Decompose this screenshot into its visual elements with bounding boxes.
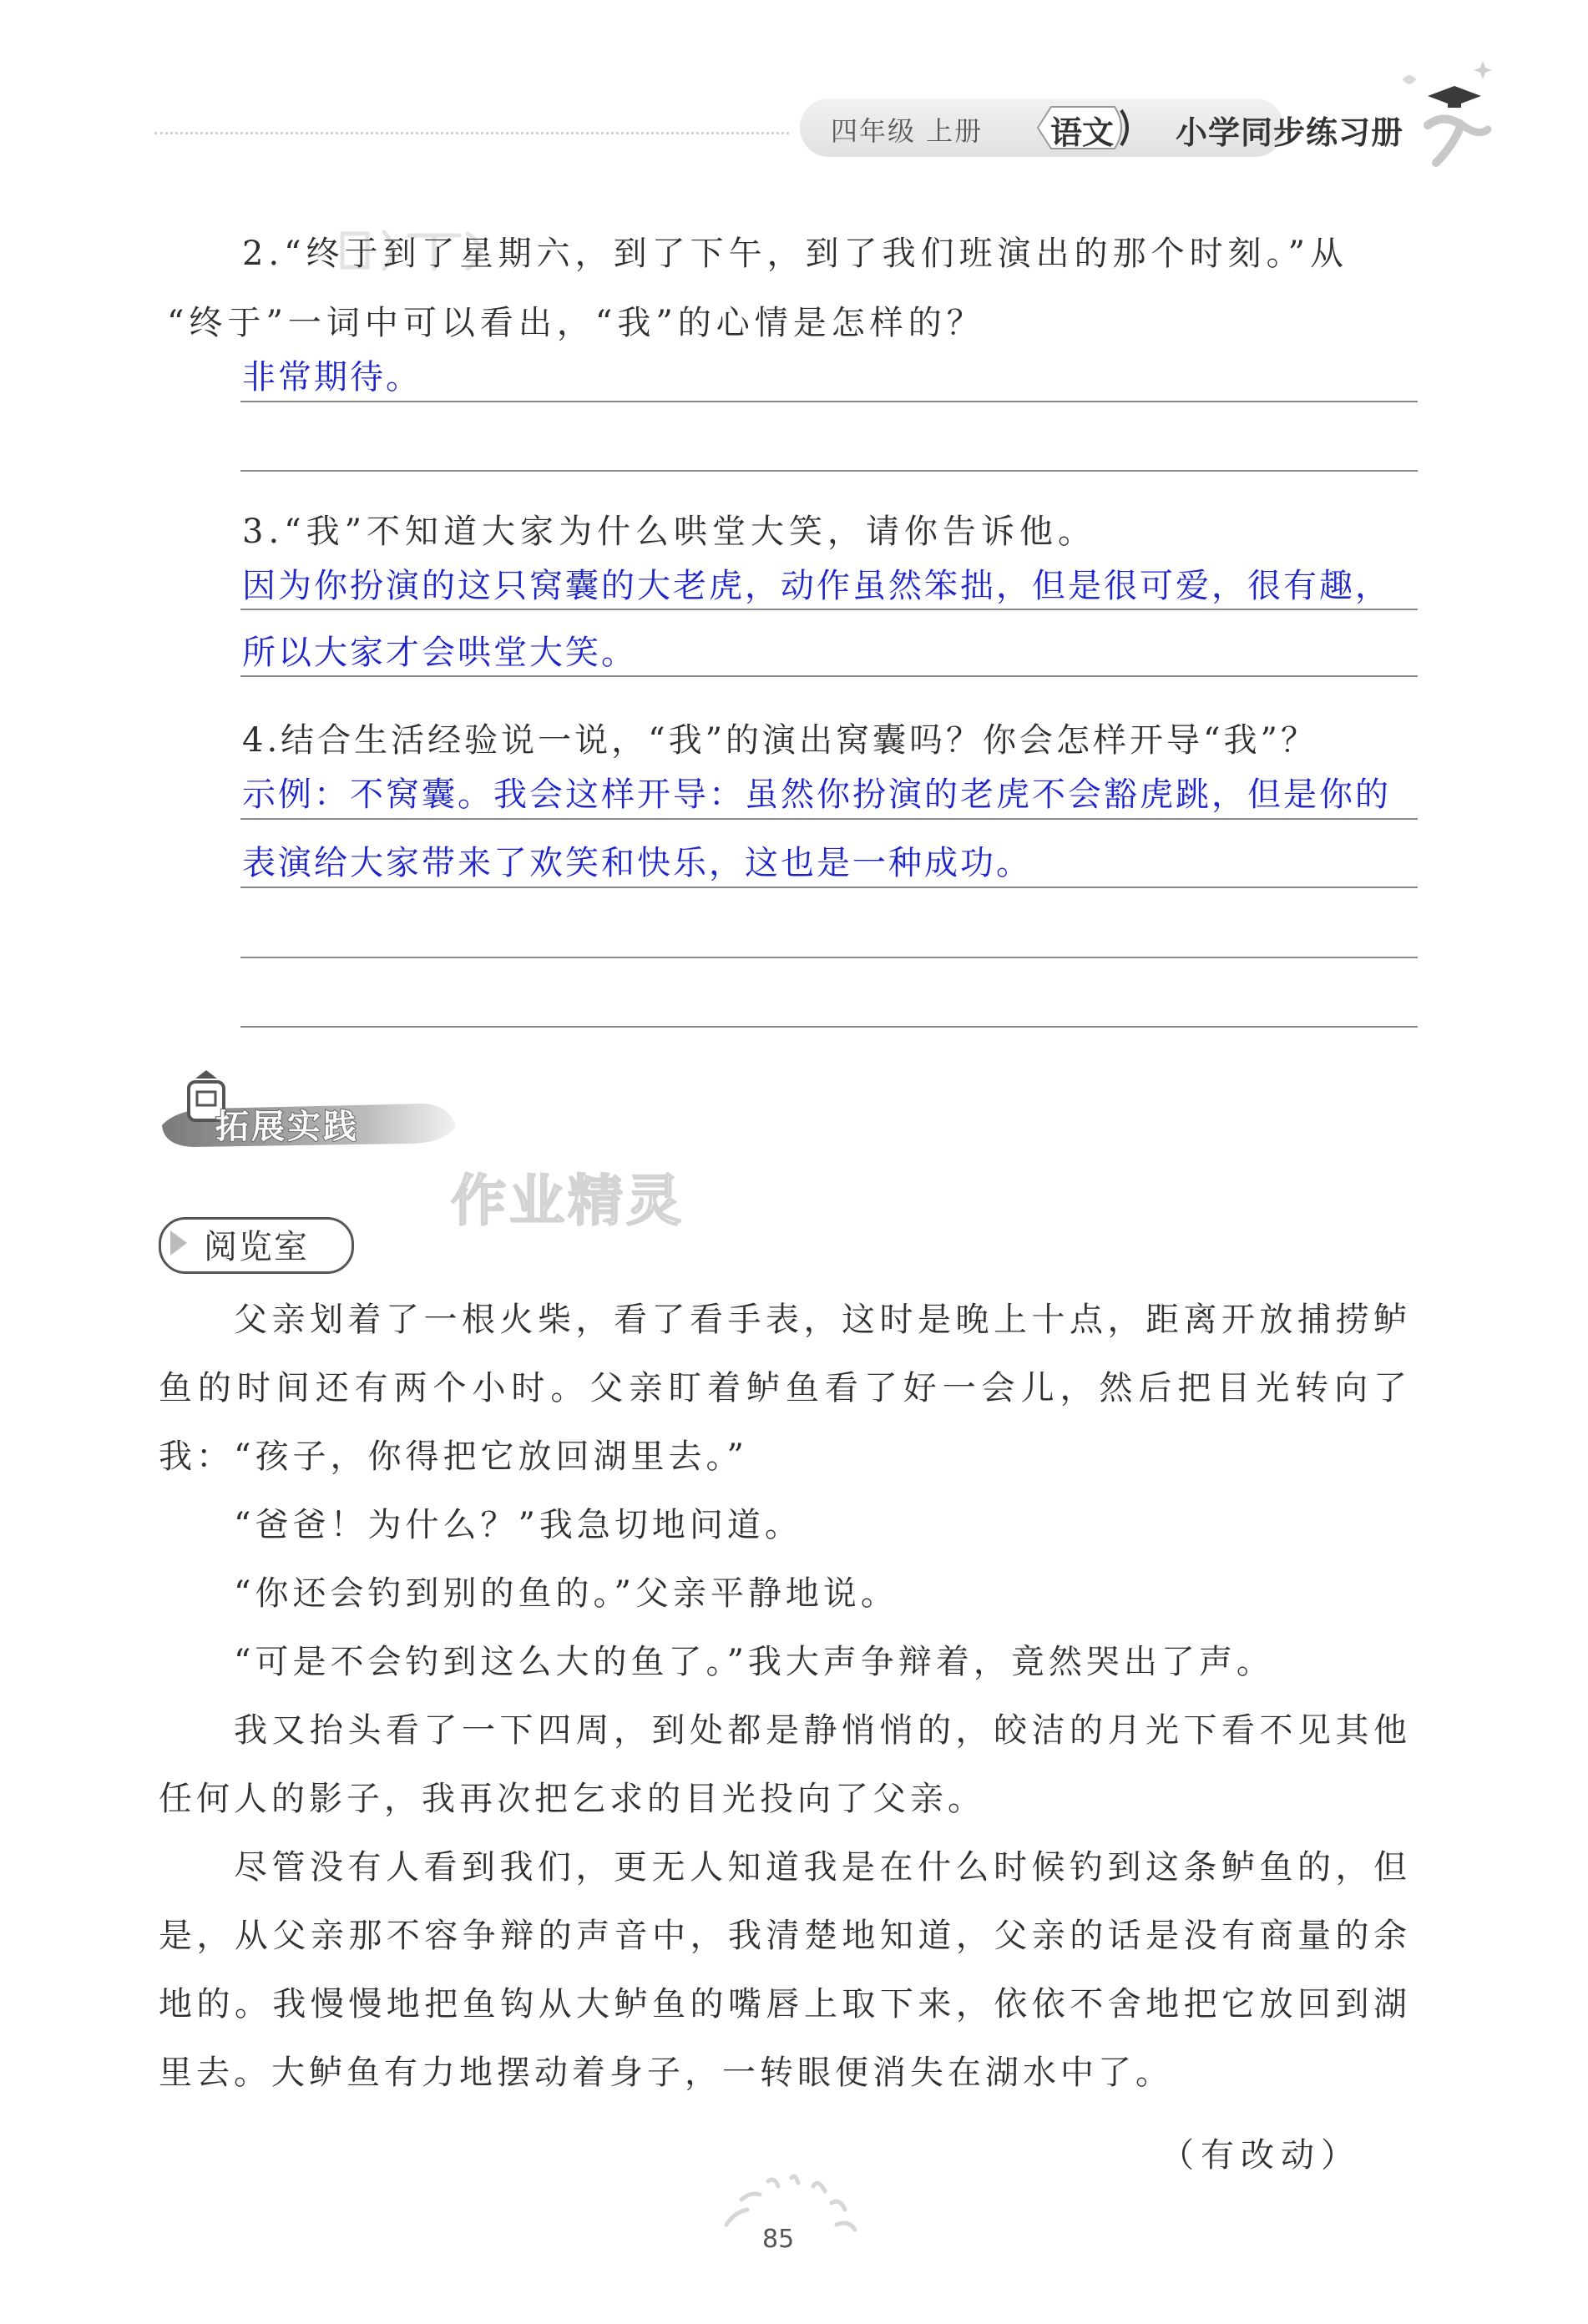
passage-paragraph: “可是不会钓到这么大的鱼了。”我大声争辩着，竟然哭出了声。: [234, 1643, 1274, 1681]
answer-line: [240, 957, 1418, 958]
page-header: [0, 0, 1588, 200]
passage-paragraph: 父亲划着了一根火柴，看了看手表，这时是晚上十点，距离开放捕捞鲈鱼的时间还有两个小时。父亲盯着鲈鱼看了好一会儿，然后把目光转向了我：“孩子，你得把它放回湖里去。”: [159, 1301, 1411, 1476]
page-number: 85: [762, 2225, 795, 2254]
header-book-title: 小学同步练习册: [1176, 114, 1404, 151]
header-grade: 四年级 上册: [831, 115, 984, 147]
answer-line: [240, 1026, 1418, 1028]
section-title: 拓展实践: [215, 1108, 359, 1146]
answer-line: [240, 401, 1418, 402]
question-2-prompt-line-2: “终于”一词中可以看出，“我”的心情是怎样的？: [167, 304, 985, 342]
passage-paragraph: “你还会钓到别的鱼的。”父亲平静地说。: [234, 1574, 898, 1613]
question-3-answer-line-2: 所以大家才会哄堂大笑。: [242, 634, 637, 672]
question-4-prompt: 4.结合生活经验说一说，“我”的演出窝囊吗？你会怎样开导“我”？: [242, 721, 1317, 760]
play-arrow-icon: [170, 1230, 187, 1255]
answer-line: [240, 675, 1418, 677]
question-2-prompt-line-1: 2.“终于到了星期六，到了下午，到了我们班演出的那个时刻。”从: [242, 235, 1349, 273]
reading-room-label: 阅览室: [204, 1228, 309, 1266]
header-dotted-rule: [154, 132, 789, 134]
question-3-prompt: 3.“我”不知道大家为什么哄堂大笑，请你告诉他。: [242, 513, 1097, 551]
passage-paragraph: 尽管没有人看到我们，更无人知道我是在什么时候钓到这条鲈鱼的，但是，从父亲那不容争辩的声音中，我清楚地知道，父亲的话是没有商量的余地的。我慢慢地把鱼钩从大鲈鱼的嘴唇上取下来，依依不舍地把它放回到湖里去。大鲈鱼有力地摆动着身子，一转眼便消失在湖水中了。: [159, 1848, 1411, 2092]
passage-paragraph: 我又抬头看了一下四周，到处都是静悄悄的，皎洁的月光下看不见其他任何人的影子，我再次把乞求的目光投向了父亲。: [159, 1711, 1411, 1818]
mascot-logo-icon: [1378, 46, 1494, 171]
question-2-answer: 非常期待。: [242, 358, 422, 397]
watermark-text: 作业精灵: [451, 1169, 685, 1233]
passage-source-note: （有改动）: [1161, 2136, 1361, 2175]
passage-paragraph: “爸爸！为什么？”我急切地问道。: [234, 1506, 802, 1544]
header-subject: 语文: [1050, 114, 1115, 151]
answer-line: [240, 609, 1418, 610]
question-4-answer-line-2: 表演给大家带来了欢笑和快乐，这也是一种成功。: [242, 844, 1032, 882]
question-3-answer-line-1: 因为你扮演的这只窝囊的大老虎，动作虽然笨拙，但是很可爱，很有趣，: [242, 567, 1391, 605]
answer-line: [240, 470, 1418, 472]
answer-line: [240, 818, 1418, 820]
question-4-answer-line-1: 示例：不窝囊。我会这样开导：虽然你扮演的老虎不会豁虎跳，但是你的: [242, 776, 1391, 814]
answer-line: [240, 887, 1418, 888]
